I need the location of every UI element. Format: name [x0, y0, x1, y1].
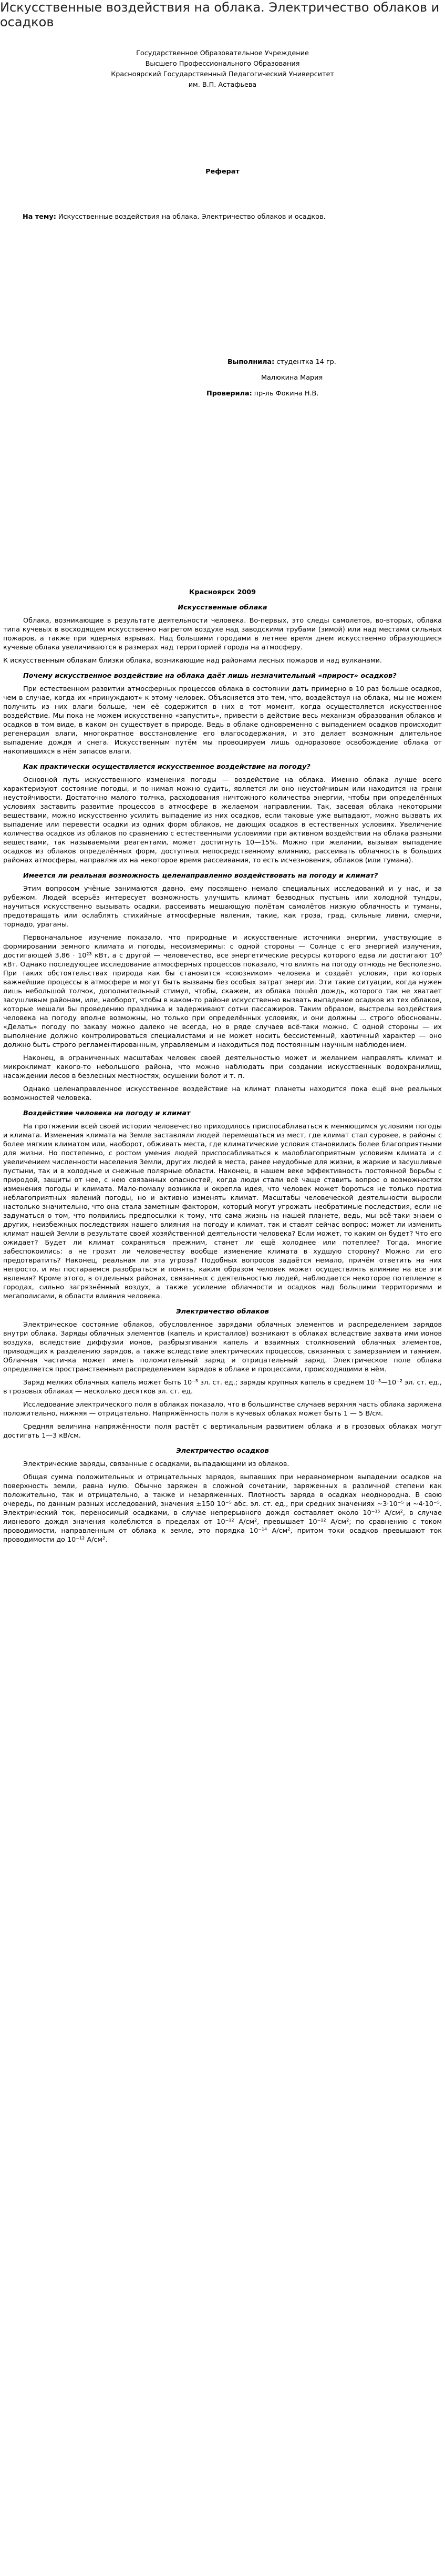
content — [3, 603, 442, 1544]
question-heading: Как практически осуществляется искусственное воздействие на погоду? — [23, 763, 311, 771]
header-line-1: Государственное Образовательное Учреждение — [136, 49, 309, 57]
question-heading: Почему искусственное воздействие на облака даёт лишь незначительный «прирост» осадков? — [23, 672, 397, 680]
checker-label: Проверила: — [206, 390, 252, 398]
paragraph: Общая сумма положительных и отрицательных зарядов, выпавших при неравномерном выпадении осадков на поверхность земли, равна нулю. Обычно заряжен в сложной сочетании, заряженных в различной степени как положительно, так и отрицательно, а также и незаряженных. Плотность заряда в осадках неоднородна. В свою очередь, по данным разных исследований, значения ±150 10⁻⁵ абс. эл. ст. ед., при средних значениях ~3·10⁻⁵ и ~4·10⁻⁵. Электрический ток, переносимый осадками, в случае непрерывного дождя составляет около 10⁻¹⁵ А/см², в случае ливневого дождя значения колеблются в пределах от 10⁻¹² А/см², превышает 10⁻¹² А/см²; по сравнению с током проводимости, направленным от облака к земле, это порядка 10⁻¹⁴ А/см², притом токи осадков превышают ток проводимости до 10⁻¹² А/см². — [3, 1473, 442, 1544]
topic-line — [23, 212, 443, 221]
header-line-3: Красноярский Государственный Педагогический Университет — [111, 70, 334, 78]
question-heading: Имеется ли реальная возможность целенаправленно воздействовать на погоду и климат? — [23, 872, 378, 880]
referat-label: Реферат — [205, 168, 240, 176]
section-heading-precipitation-electricity: Электричество осадков — [176, 1447, 269, 1455]
paragraph: Средняя величина напряжённости поля растёт с вертикальным развитием облака и в грозовых облаках могут достигать 1—3 кВ/см. — [3, 1423, 442, 1440]
paragraph: Исследование электрического поля в облаках показало, что в большинстве случаев верхняя часть облака заряжена положительно, нижняя — отрицательно. Напряжённость поля в кучевых облаках может быть 1 — 5 В/см. — [3, 1401, 442, 1418]
performer-value: студентка 14 гр. — [276, 358, 336, 366]
paragraph: Однако целенаправленное искусственное воздействие на климат планеты находится пока ещё вне реальных возможностей человека. — [3, 1085, 442, 1102]
institution-header — [0, 48, 445, 90]
paragraph: Этим вопросом учёные занимаются давно, ему посвящено немало специальных исследований и у нас, и за рубежом. Людей всерьёз интересует возможность улучшить климат безводных пустынь или холодной тундры, научиться искусственно вызывать осадки, рассеивать мешающую полётам самолётов низкую облачность и туманы, предотвращать или ослаблять стихийные атмосферные явления, такие, как гроза, град, сильные ливни, смерчи, торнадо, ураганы. — [3, 885, 442, 929]
performer-name: Малюкина Мария — [261, 374, 323, 382]
performer-line — [227, 358, 438, 366]
paragraph: Первоначальное изучение показало, что природные и искусственные источники энергии, участвующие в формировании земного климата и погоды, несоизмеримы: с одной стороны — Солнце с его энергией излучения, достигающей 3,86 · 10²³ кВт, а с другой — человечество, все энергетические ресурсы которого едва ли достигают 10⁹ кВт. Однако последующее исследование атмосферных процессов показало, что влиять на погоду отнюдь не бесполезно. При таких обстоятельствах природа как бы становится «союзником» человека и создаёт условия, при которых важнейшие процессы в атмосфере и могут быть вызваны без особых затрат энергии. Эти такие ситуации, когда нужен лишь небольшой толчок, дополнительный стимул, чтобы, скажем, из облака пошёл дождь, которого так не хватает засушливым районам, или, наоборот, чтобы в каком-то районе искусственно вызвать выпадение осадков из тех облаков, которые мешали бы проведению праздника и задерживают сотни пассажиров. Таким образом, выстрелы воздействия человека на погоду вполне возможны, но только при определённых условиях, и они должны ... строго обоснованы. «Делать» погоду по заказу можно далеко не всегда, но в ряде случаев всё-таки можно. С одной стороны — их выполнение должно контролироваться специалистами и не может носить бессистемный, хаотичный характер — оно должно быть строго регламентированным, управляемым и находиться под постоянным научным наблюдением. — [3, 934, 442, 1049]
section-heading-artificial-clouds: Искусственные облака — [178, 604, 267, 612]
paragraph: Наконец, в ограниченных масштабах человек своей деятельностью может и желанием направлять климат и микроклимат какого-то небольшого района, что можно наблюдать при создании искусственных водохранилищ, насаждении лесов в безлесных местностях, осушении болот и т. п. — [3, 1054, 442, 1080]
paragraph: Основной путь искусственного изменения погоды — воздействие на облака. Именно облака лучше всего характеризуют состояние погоды, и по-нимая можно судить, является ли оно неустойчивым или находится на грани неустойчивости. Достаточно малого толчка, расходования ничтожного количества энергии, чтобы при определённых условиях заставить развитие процессов в атмосфере в желаемом направлении. Так, засевая облака некоторыми веществами, можно искусственно усилить выпадение из них осадков, если таковые уже выпадают, можно вызвать их выпадение или перевести осадки из одних форм облаков, не дающих осадков в естественных условиях. Увеличение количества осадков из облаков по сравнению с естественными условиями при активном воздействии на облака разными веществами, так называемыми реагентами, может достигнуть 10—15%. Можно при желании, вызывая выпадение осадков из облаков определённых форм, доступных непосредственному влиянию, рассеивать облачность в больших районах атмосферы, направляя их на некоторое время рассеивания, то есть исчезновения, облаков (или тумана). — [3, 776, 442, 864]
paragraph: На протяжении всей своей истории человечество приходилось приспосабливаться к меняющимся условиям погоды и климата. Изменения климата на Земле заставляли людей перемещаться из мест, где климат стал суровее, в районы с более мягким климатом или, наоборот, обживать места, где климатические условия становились более благоприятными для жизни. Но постепенно, с ростом умения людей приспосабливаться к малоблагоприятным условиям климата и с увеличением численности населения Земли, других людей в места, ранее неудобные для жизни, в жаркие и засушливые пустыни, так и в холодные и снежные полярные области. Наконец, в нашем веке эффективность постоянной борьбы с природой, защиты от нее, с нею связанных опасностей, когда люди стали всё чаще ставить вопрос о возможностях изменения погоды и климата. Мало-помалу возникла и окрепла идея, что человек может бороться не только против неблагоприятных явлений погоды, но и активно изменять климат. Масштабы человеческой деятельности выросли настолько значительно, что она стала заметным фактором, который могут угрожать необратимые последствия, если не задуматься о том, что появились предпосылки к тому, что сама жизнь на нашей планете, ведь, мы всё-таки знаем о других, неизбежных последствиях нашего влияния на погоду и климат, так и ставят сейчас вопрос: может ли изменить климат нашей Земли в результате своей хозяйственной деятельности человека? Если может, то каким он будет? Что его ожидает? Будет ли климат сохраняться прежним, станет ли ещё холоднее или потеплее? Тогда, многие забеспокоились: а не грозит ли человечеству вообще изменение климата в худшую сторону? Можно ли его предотвратить? Наконец, реальная ли эта угроза? Подобных вопросов задаётся немало, причём ответить на них непросто, и мы постараемся разобраться и понять, каким образом человек может осуществлять влияние на все эти явления? Кроме этого, в отдельных районах, связанных с деятельностью людей, наблюдается некоторое потепление в городах, сильно загрязнённый воздух, а также усиление облачности и осадков над большими территориями и мегаполисами, в области влияния человека. — [3, 1123, 442, 1300]
performer-label: Выполнила: — [227, 358, 275, 366]
paragraph: К искусственным облакам близки облака, возникающие над районами лесных пожаров и над вулканами. — [3, 657, 382, 665]
paragraph: Электрическое состояние облаков, обусловленное зарядами облачных элементов и распределением зарядов внутри облака. Заряды облачных элементов (капель и кристаллов) возникают в облаках вследствие захвата ими ионов воздуха, вследствие диффузии ионов, разбрызгивания капель и взаимных столкновений облачных элементов, приводящих к разделению зарядов, а также вследствие электрических процессов, связанных с замерзанием и таянием. Облачная частичка может иметь положительный заряд и отрицательный заряд. Электрическое поле облака определяется пространственным распределением зарядов в облаке и процессами, происходящими в нём. — [3, 1321, 442, 1373]
header-line-4: им. В.П. Астафьева — [188, 81, 257, 89]
topic-text: Искусственные воздействия на облака. Электричество облаков и осадков. — [58, 213, 326, 221]
checker-line — [206, 389, 417, 398]
question-heading: Воздействие человека на погоду и климат — [23, 1109, 191, 1117]
section-heading-cloud-electricity: Электричество облаков — [176, 1308, 269, 1316]
paragraph: Электрические заряды, связанные с осадками, выпадающими из облаков. — [23, 1460, 289, 1468]
paragraph: Заряд мелких облачных капель может быть 10⁻⁵ зл. ст. ед.; заряды крупных капель в среднем 10⁻³—10⁻² эл. ст. ед., в грозовых облаках — несколько десятков эл. ст. ед. — [3, 1379, 442, 1396]
page-title: Искусственные воздействия на облака. Электричество облаков и осадков — [0, 0, 440, 29]
header-line-2: Высшего Профессионального Образования — [145, 60, 300, 68]
checker-value: пр-ль Фокина Н.В. — [254, 390, 319, 398]
city-year: Красноярск 2009 — [189, 588, 256, 596]
paragraph: При естественном развитии атмосферных процессов облака в состоянии дать примерно в 10 раз больше осадков, чем в случае, когда их «принуждают» к этому человек. Объясняется это тем, что, воздействуя на облака, мы не можем получить из них влаги больше, чем её содержится в них в тот момент, когда осуществляется искусственное воздействие. Мы пока не можем искусственно «запустить», привести в действие весь механизм образования облаков и осадков в том виде, в каком он существует в природе. Ведь в облаке одновременно с выпадением осадков происходит регенерация влаги, многократное восстановление его влагосодержания, и это делает возможным длительное выпадение дождя и снега. Искусственным путём мы провоцируем лишь одноразовое освобождение облака от накопившихся в нём запасов влаги. — [3, 685, 442, 756]
paragraph: Облака, возникающие в результате деятельности человека. Во-первых, это следы самолетов, во-вторых, облака типа кучевых в восходящем искусственно нагретом воздухе над заводскими трубами (зимой) или над местами сильных пожаров, а также при ядерных взрывах. Над большими городами в летнее время днем искусственно образующиеся кучевые облака увеличиваются в размерах над территорией города на атмосферу. — [3, 617, 442, 651]
topic-label: На тему: — [23, 213, 56, 221]
